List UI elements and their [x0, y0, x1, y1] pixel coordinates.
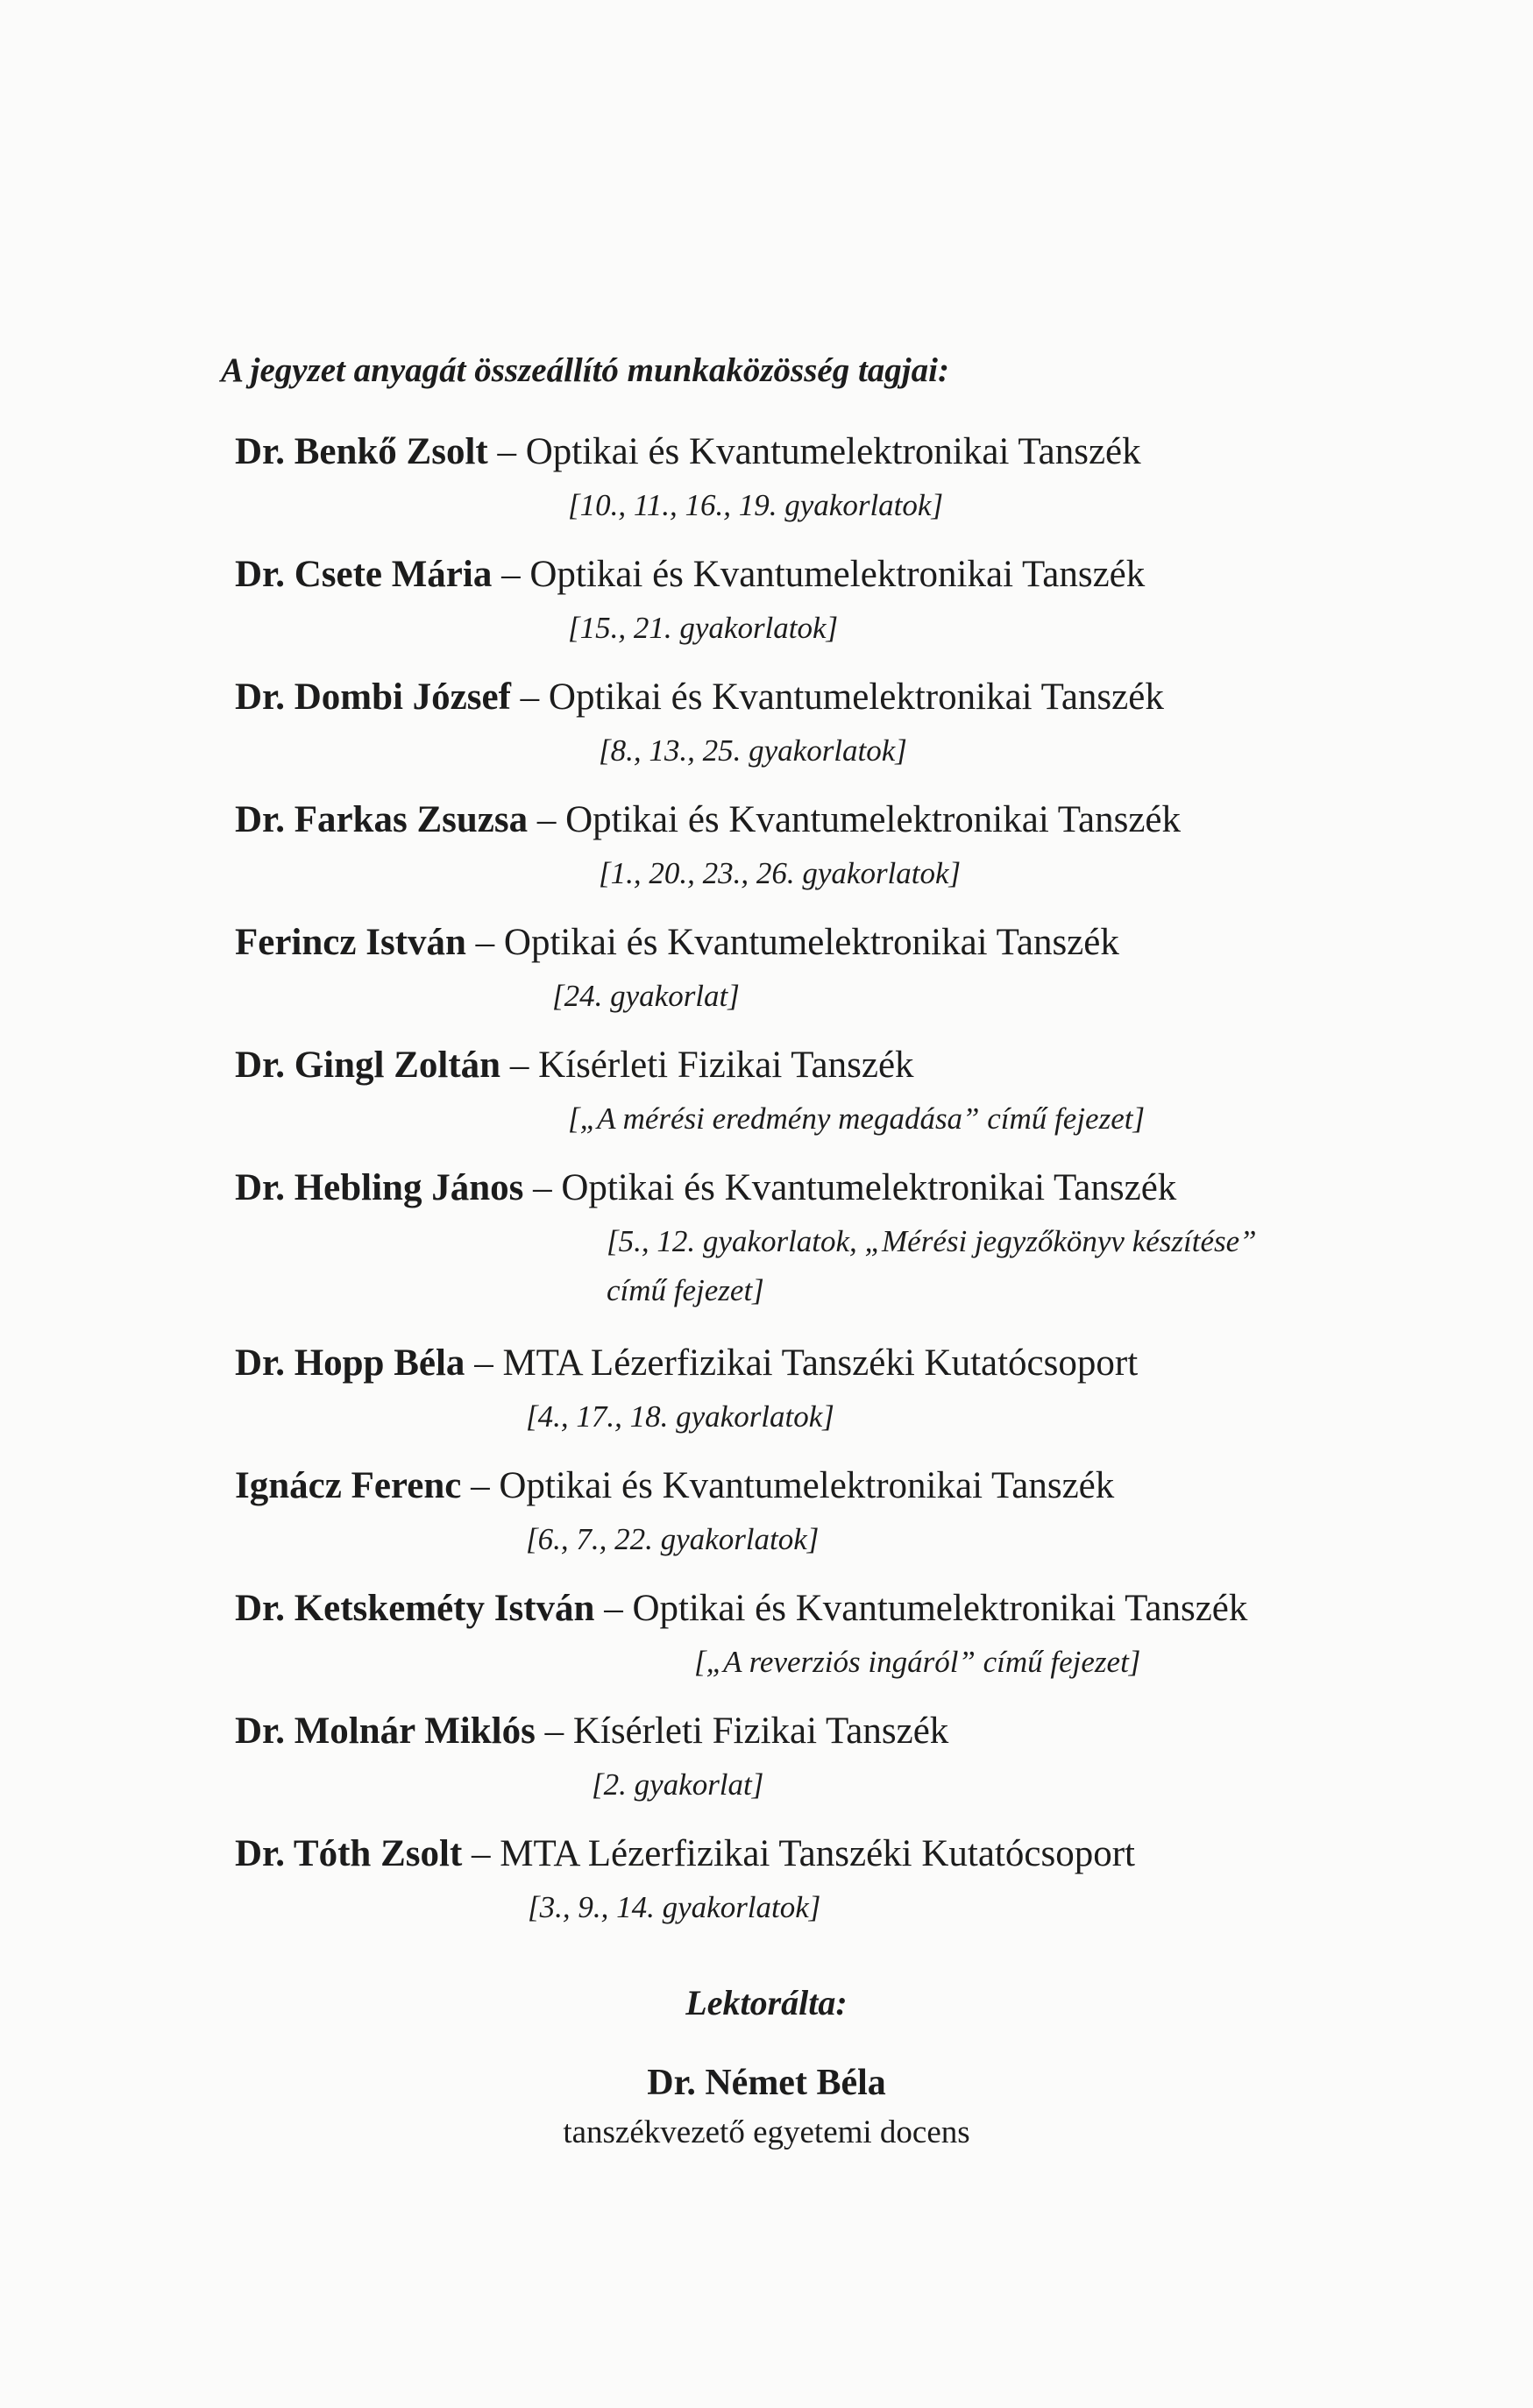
contributor-name: Ignácz Ferenc	[235, 1465, 462, 1506]
contributor-line	[235, 1165, 1176, 1211]
contributor-line	[235, 1586, 1247, 1632]
contributor-entry	[235, 1341, 1138, 1386]
contributor-department: – Optikai és Kvantumelektronikai Tanszék	[487, 431, 1141, 472]
contributor-line	[235, 1341, 1138, 1386]
reviewer-name: Dr. Német Béla	[647, 2063, 886, 2103]
contributor-note: [24. gyakorlat]	[552, 979, 740, 1013]
contributor-entry	[235, 429, 1141, 475]
contributor-note: [8., 13., 25. gyakorlatok]	[599, 733, 907, 768]
contributor-entry	[235, 1586, 1247, 1632]
contributor-note: [6., 7., 22. gyakorlatok]	[526, 1522, 820, 1556]
contributor-department: – Optikai és Kvantumelektronikai Tanszék	[523, 1167, 1177, 1208]
contributor-name: Dr. Tóth Zsolt	[235, 1833, 463, 1874]
contributor-line	[235, 1709, 948, 1754]
contributor-name: Dr. Ketskeméty István	[235, 1588, 595, 1629]
reviewed-by-label: Lektorálta:	[685, 1983, 848, 2022]
contributor-name: Dr. Hopp Béla	[235, 1342, 465, 1384]
contributor-line	[235, 429, 1141, 475]
contributors-heading: A jegyzet anyagát összeállító munkaközösség tagjai:	[221, 351, 949, 389]
contributor-entry	[235, 1165, 1176, 1211]
contributor-note: [4., 17., 18. gyakorlatok]	[526, 1399, 834, 1434]
contributor-department: – MTA Lézerfizikai Tanszéki Kutatócsoport	[462, 1833, 1135, 1874]
contributor-line	[235, 920, 1119, 966]
contributor-name: Dr. Csete Mária	[235, 554, 493, 595]
contributor-entry	[235, 675, 1164, 720]
contributor-note: [5., 12. gyakorlatok, „Mérési jegyzőkönyv készítése”	[607, 1224, 1257, 1258]
contributor-department: – Optikai és Kvantumelektronikai Tanszék	[528, 799, 1182, 840]
contributor-entry	[235, 797, 1181, 843]
contributor-name: Dr. Farkas Zsuzsa	[235, 799, 529, 840]
contributor-entry	[235, 1831, 1135, 1877]
contributor-department: – Kísérleti Fizikai Tanszék	[500, 1045, 914, 1086]
contributor-note: című fejezet]	[607, 1273, 764, 1307]
contributor-note: [„A mérési eredmény megadása” című fejezet]	[568, 1101, 1146, 1136]
contributor-name: Dr. Gingl Zoltán	[235, 1045, 501, 1086]
contributor-note: [2. gyakorlat]	[592, 1767, 764, 1802]
contributor-department: – MTA Lézerfizikai Tanszéki Kutatócsoport	[465, 1342, 1139, 1384]
contributor-line	[235, 552, 1145, 598]
contributor-line	[235, 675, 1164, 720]
contributor-entry	[235, 1043, 914, 1088]
contributor-department: – Optikai és Kvantumelektronikai Tanszék	[492, 554, 1146, 595]
contributor-line	[235, 1043, 914, 1088]
contributor-entry	[235, 1463, 1114, 1509]
contributor-note: [1., 20., 23., 26. gyakorlatok]	[599, 856, 962, 890]
contributor-entry	[235, 1709, 948, 1754]
contributor-line	[235, 797, 1181, 843]
contributor-name: Dr. Dombi József	[235, 676, 511, 718]
contributor-department: – Kísérleti Fizikai Tanszék	[535, 1710, 949, 1752]
contributor-line	[235, 1463, 1114, 1509]
contributor-department: – Optikai és Kvantumelektronikai Tanszék	[465, 922, 1119, 963]
contributor-line	[235, 1831, 1135, 1877]
contributor-note: [15., 21. gyakorlatok]	[568, 611, 839, 645]
contributor-name: Dr. Hebling János	[235, 1167, 524, 1208]
contributor-note: [„A reverziós ingáról” című fejezet]	[694, 1645, 1141, 1679]
contributor-department: – Optikai és Kvantumelektronikai Tanszék	[510, 676, 1164, 718]
contributor-note: [10., 11., 16., 19. gyakorlatok]	[568, 488, 944, 522]
contributor-name: Dr. Benkő Zsolt	[235, 431, 488, 472]
reviewer-title: tanszékvezető egyetemi docens	[563, 2114, 970, 2150]
contributor-department: – Optikai és Kvantumelektronikai Tanszék	[594, 1588, 1248, 1629]
contributor-department: – Optikai és Kvantumelektronikai Tanszék	[461, 1465, 1115, 1506]
contributor-name: Dr. Molnár Miklós	[235, 1710, 536, 1752]
contributor-name: Ferincz István	[235, 922, 466, 963]
contributor-entry	[235, 552, 1145, 598]
contributor-entry	[235, 920, 1119, 966]
contributor-note: [3., 9., 14. gyakorlatok]	[528, 1890, 821, 1924]
